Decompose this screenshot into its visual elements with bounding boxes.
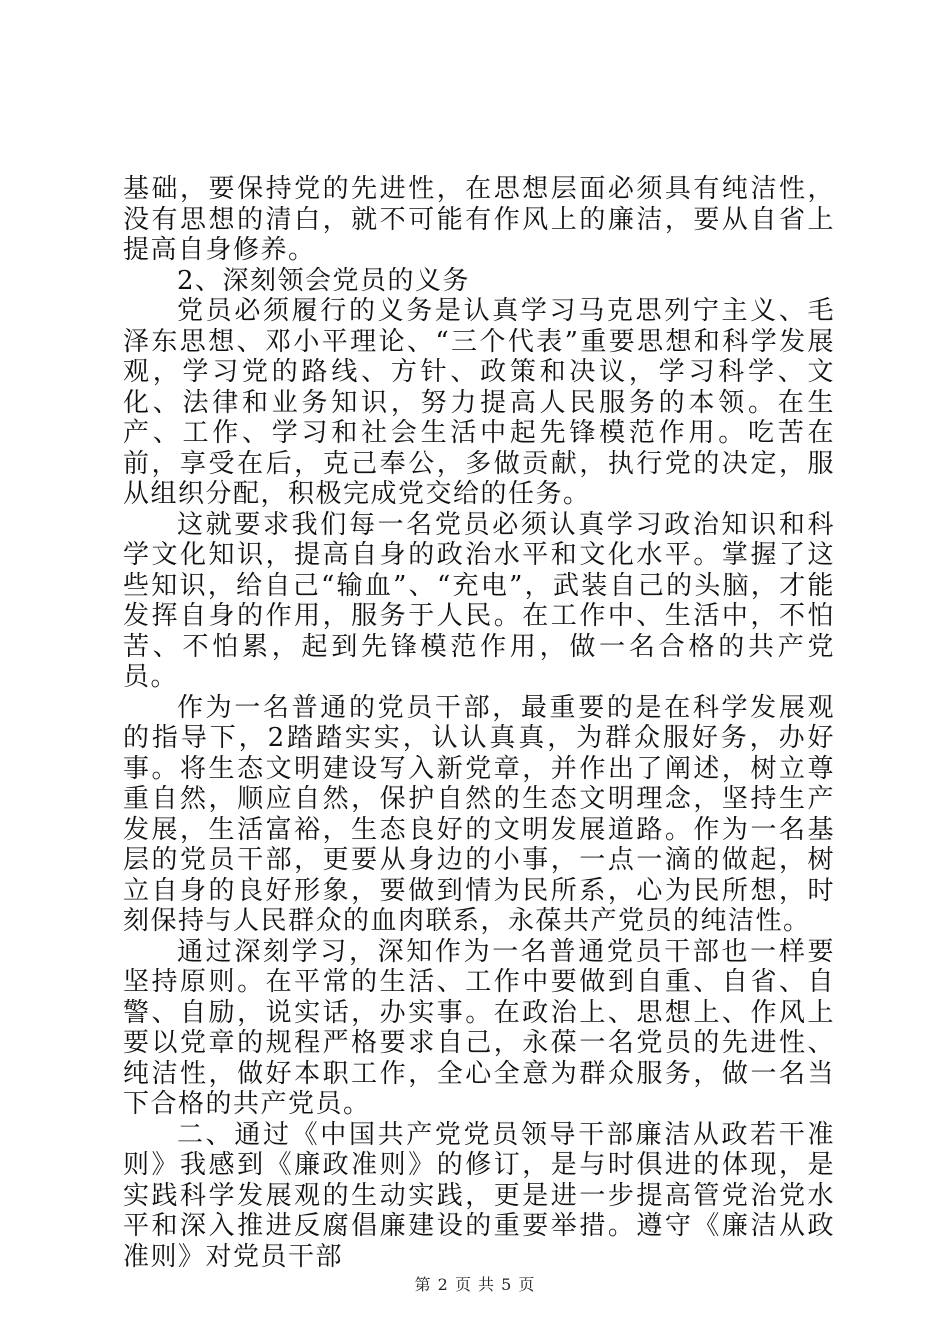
paragraph-2-heading: 2、深刻领会党员的义务 — [177, 265, 471, 296]
paragraph-5: 作为一名普通的党员干部，最重要的是在科学发展观的指导下，2踏踏实实，认认真真，为群众服好务，办好事。将生态文明建设写入新党章，并作出了阐述，树立尊重自然，顺应自然，保护自然的生态文明理念，坚持生产发展，生活富裕，生态良好的文明发展道路。作为一名基层的党员干部，更要从身边的小事，一点一滴的做起，树立自身的良好形象，要做到情为民所系，心为民所想，时刻保持与人民群众的血肉联系，永葆共产党员的纯洁性。 — [123, 692, 835, 936]
paragraph-6: 通过深刻学习，深知作为一名普通党员干部也一样要坚持原则。在平常的生活、工作中要做到自重、自省、自警、自励，说实话，办实事。在政治上、思想上、作风上要以党章的规程严格要求自己，永葆一名党员的先进性、纯洁性，做好本职工作，全心全意为群众服务，做一名当下合格的共产党员。 — [123, 936, 835, 1119]
page-number-footer: 第 2 页 共 5 页 — [414, 1275, 536, 1294]
paragraph-4: 这就要求我们每一名党员必须认真学习政治知识和科学文化知识，提高自身的政治水平和文化水平。掌握了这些知识，给自己“输血”、“充电”，武装自己的头脑，才能发挥自身的作用，服务于人民。在工作中、生活中，不怕苦、不怕累，起到先锋模范作用，做一名合格的共产党员。 — [123, 509, 835, 692]
paragraph-7: 二、通过《中国共产党党员领导干部廉洁从政若干准则》我感到《廉政准则》的修订，是与时俱进的体现，是实践科学发展观的生动实践，更是进一步提高管党治党水平和深入推进反腐倡廉建设的重要举措。遵守《廉洁从政准则》对党员干部 — [123, 1119, 835, 1272]
document-body — [123, 174, 835, 1272]
paragraph-1: 基础，要保持党的先进性，在思想层面必须具有纯洁性，没有思想的清白，就不可能有作风上的廉洁，要从自省上提高自身修养。 — [123, 174, 835, 265]
paragraph-3: 党员必须履行的义务是认真学习马克思列宁主义、毛泽东思想、邓小平理论、“三个代表”重要思想和科学发展观，学习党的路线、方针、政策和决议，学习科学、文化、法律和业务知识，努力提高人民服务的本领。在生产、工作、学习和社会生活中起先锋模范作用。吃苦在前，享受在后，克己奉公，多做贡献，执行党的决定，服从组织分配，积极完成党交给的任务。 — [123, 296, 835, 509]
